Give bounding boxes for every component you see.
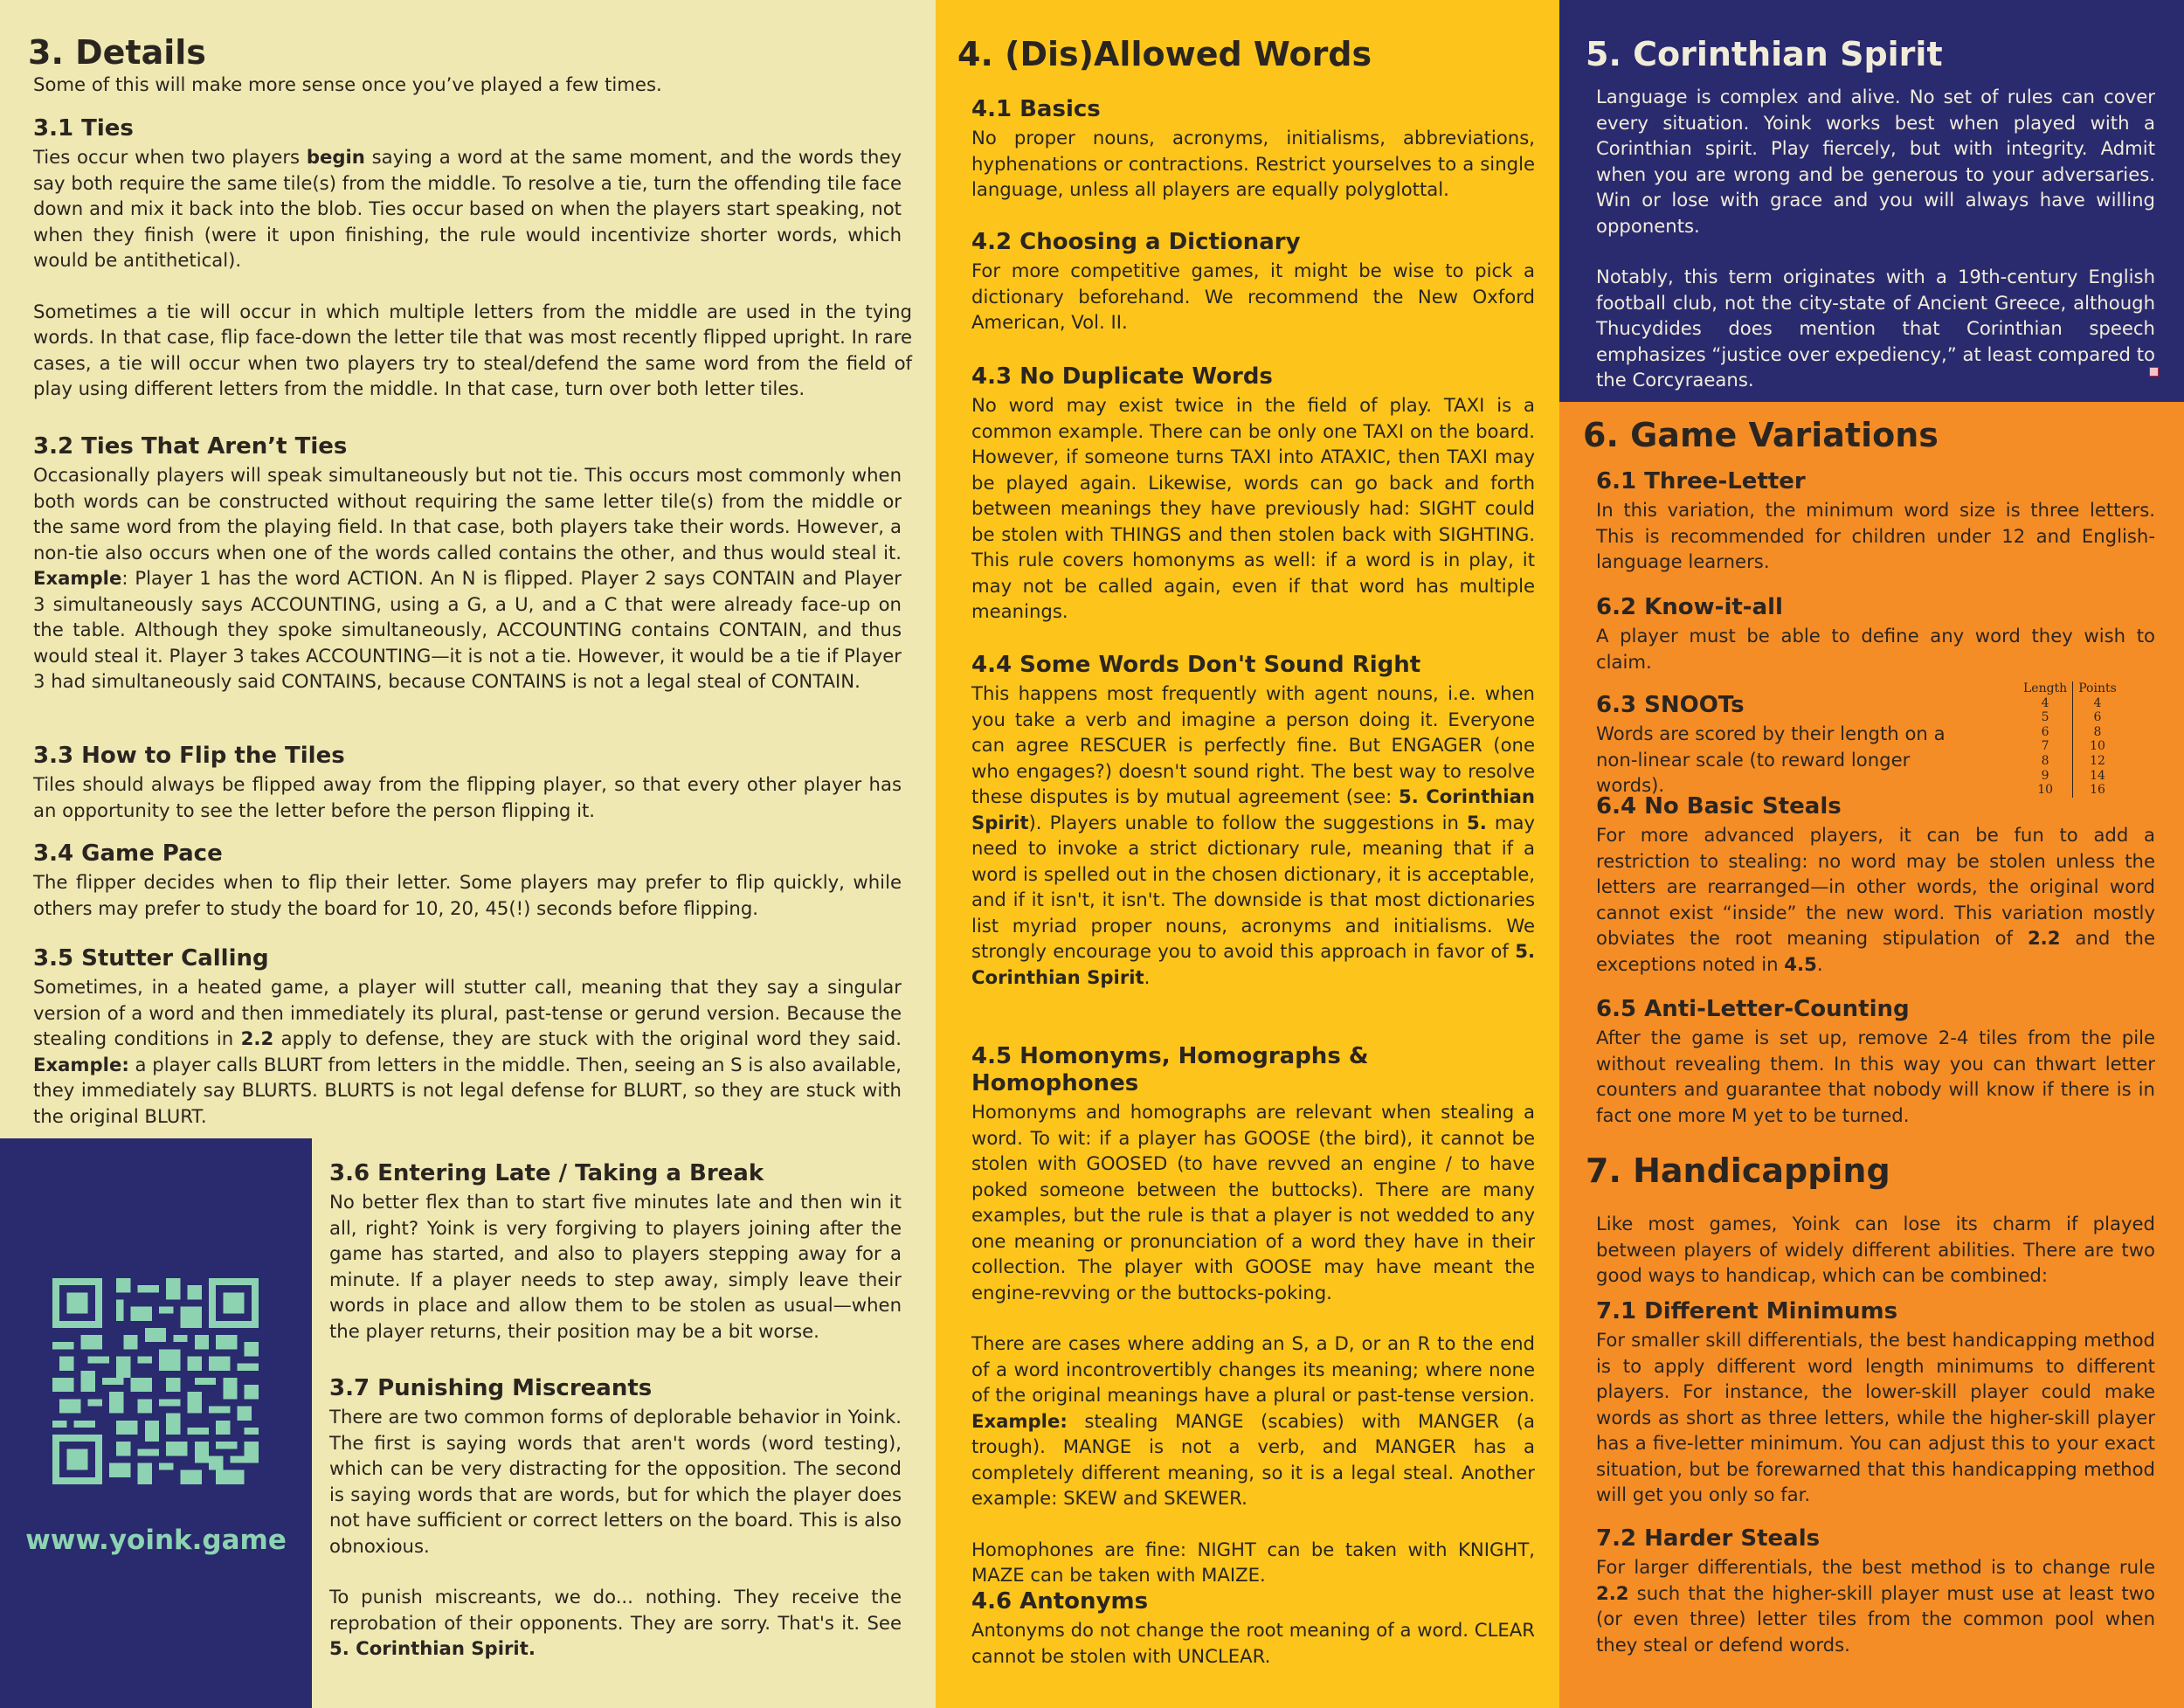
table-row xyxy=(2018,696,2122,711)
length-cell: 8 xyxy=(2018,754,2073,769)
points-cell: 4 xyxy=(2093,695,2102,710)
heading-4-6: 4.6 Antonyms xyxy=(971,1588,1149,1615)
section-6-4 xyxy=(1596,793,2155,977)
table-row xyxy=(2018,725,2122,740)
heading-3-3: 3.3 How to Flip the Tiles xyxy=(33,743,345,769)
paragraph-3-7b: To punish miscreants, we do... nothing. They receive the reprobation of their opponents. They are sorry. That's it. See 5. Corinthian Spirit. xyxy=(329,1586,902,1660)
paragraph-3-1b: Sometimes a tie will occur in which multiple letters from the middle are used in the tying words. In that case, flip face-down the letter tile that was most recently flipped upright. In rare cases, a tie will occur when two players try to steal/defend the same word from the field of play using different letters from the middle. In that case, turn over both letter tiles. xyxy=(33,300,912,400)
paragraph-4-6: Antonyms do not change the root meaning of a word. CLEAR cannot be stolen with UNCLEAR. xyxy=(971,1619,1535,1667)
length-cell: 5 xyxy=(2018,710,2073,725)
paragraph-6-1: In this variation, the minimum word size is three letters. This is recommended for children under 12 and English-language learners. xyxy=(1596,499,2155,573)
section-6-3 xyxy=(1596,692,1980,799)
qr-code-icon[interactable] xyxy=(52,1278,259,1484)
section-3-6 xyxy=(329,1160,902,1344)
table-row xyxy=(2018,754,2122,769)
paragraph-6-4: For more advanced players, it can be fun to add a restriction to stealing: no word may be stolen unless the letters are rearranged—in other words, the original word cannot exist “inside” the new word. This variation mostly obviates the root meaning stipulation of 2.2 and the exceptions noted in 4.5. xyxy=(1596,824,2155,975)
heading-4-5: 4.5 Homonyms, Homographs & Homophones xyxy=(971,1043,1369,1097)
points-cell: 8 xyxy=(2093,724,2102,739)
section-4-4 xyxy=(971,652,1535,990)
section-5 xyxy=(1586,37,2162,73)
paragraph-5a: Language is complex and alive. No set of rules can cover every situation. Yoink works best when played with a Corinthian spirit. Play fiercely, but with integrity. Admit when you are wrong and be generous to your adversaries. Win or lose with grace and you will always have willing opponents. xyxy=(1596,86,2155,237)
length-cell: 4 xyxy=(2018,696,2073,711)
section-3-3 xyxy=(33,743,902,823)
paragraph-3-2: Occasionally players will speak simultaneously but not tie. This occurs most commonly when both words can be constructed without requiring the same letter tile(s) from the middle or the same word from the playing field. In that case, both players take their words. However, a non-tie also occurs when one of the words called contains the other, and thus would steal it. Example: Player 1 has the word ACTION. An N is flipped. Player 2 says CONTAIN and Player 3 simultaneously says ACCOUNTING, using a G, a U, and a C that were already face-up on the table. Although they spoke simultaneously, ACCOUNTING contains CONTAIN, and thus would steal it. Player 3 takes ACCOUNTING—it is not a tie. However, it would be a tie if Player 3 had simultaneously said CONTAINS, because CONTAINS is not a legal steal of CONTAIN. xyxy=(33,464,902,693)
paragraph-4-2: For more competitive games, it might be wise to pick a dictionary beforehand. We recommend the New Oxford American, Vol. II. xyxy=(971,259,1535,334)
heading-4-2: 4.2 Choosing a Dictionary xyxy=(971,229,1301,255)
heading-6-1: 6.1 Three-Letter xyxy=(1596,468,1806,494)
points-cell: 10 xyxy=(2090,739,2105,754)
length-cell: 6 xyxy=(2018,725,2073,740)
table-row xyxy=(2018,783,2122,798)
heading-7-1: 7.1 Different Minimums xyxy=(1596,1298,1898,1324)
section-4-2 xyxy=(971,229,1535,335)
section-7-title: 7. Handicapping xyxy=(1586,1151,1890,1190)
paragraph-3-3: Tiles should always be flipped away from the flipping player, so that every other player has an opportunity to see the letter before the person flipping it. xyxy=(33,773,902,821)
section-3-2 xyxy=(33,433,902,695)
paragraph-7-1: For smaller skill differentials, the best handicapping method is to apply different word length minimums to different players. For instance, the lower-skill player could make words as short as three letters, while the higher-skill player has a five-letter minimum. You can adjust this to your exact situation, but be forewarned that this handicapping method will get you only so far. xyxy=(1596,1329,2155,1506)
section-6-title: 6. Game Variations xyxy=(1583,416,1939,454)
section-4-title: 4. (Dis)Allowed Words xyxy=(957,35,1372,73)
right-column xyxy=(1559,0,2184,1708)
variations-panel xyxy=(1559,402,2184,1708)
table-row xyxy=(2018,710,2122,725)
heading-6-3: 6.3 SNOOTs xyxy=(1596,692,1745,718)
heading-6-2: 6.2 Know-it-all xyxy=(1596,594,1783,620)
marker-square-icon xyxy=(2149,367,2159,377)
section-3-4 xyxy=(33,840,902,921)
section-7-intro xyxy=(1596,1211,2155,1289)
section-6-1 xyxy=(1596,468,2155,575)
heading-3-4: 3.4 Game Pace xyxy=(33,840,223,867)
heading-6-4: 6.4 No Basic Steals xyxy=(1596,793,1842,819)
paragraph-4-4: This happens most frequently with agent nouns, i.e. when you take a verb and imagine a person doing it. Everyone can agree RESCUER is perfectly fine. But ENGAGER (one who engages?) doesn't sound right. The best way to resolve these disputes is by mutual agreement (see: 5. Corinthian Spirit). Players unable to follow the suggestions in 5. may need to invoke a strict dictionary rule, meaning that if a word is spelled out in the chosen dictionary, it is acceptable, and if it isn't, it isn't. The downside is that most dictionaries list myriad proper nouns, acronyms and initialisms. We strongly encourage you to avoid this approach in favor of 5. Corinthian Spirit. xyxy=(971,682,1536,988)
paragraph-3-1a: Ties occur when two players begin saying a word at the same moment, and the words they say both require the same tile(s) from the middle. To resolve a tie, turn the offending tile face down and mix it back into the blob. Ties occur based on when the players start speaking, not when they finish (were it upon finishing, the rule would incentivize shorter words, which would be antithetical). xyxy=(33,146,902,272)
heading-3-5: 3.5 Stutter Calling xyxy=(33,945,269,972)
section-6 xyxy=(1583,418,2160,454)
paragraph-4-5a: Homonyms and homographs are relevant when stealing a word. To wit: if a player has GOOSE (the bird), it cannot be stolen with GOOSED (to have revved an engine / to have poked someone between the buttocks). There are many examples, but the rule is that a player is not wedded to any one meaning or pronunciation of a word they have in their collection. The player with GOOSE may have meant the engine-revving or the buttocks-poking. xyxy=(971,1101,1535,1303)
section-7-2 xyxy=(1596,1525,2155,1657)
paragraph-6-5: After the game is set up, remove 2-4 tiles from the pile without revealing them. In this way you can thwart letter counters and guarantee that nobody will know if there is in fact one more M yet to be turned. xyxy=(1596,1027,2155,1126)
snoots-score-table xyxy=(2018,681,2122,798)
paragraph-7-2: For larger differentials, the best method is to change rule 2.2 such that the higher-skill player must use at least two (or even three) letter tiles from the common pool when they steal or defend words. xyxy=(1596,1556,2155,1656)
points-cell: 16 xyxy=(2090,783,2105,798)
section-3-1 xyxy=(33,115,912,402)
heading-7-2: 7.2 Harder Steals xyxy=(1596,1525,1821,1552)
length-cell: 10 xyxy=(2018,783,2073,798)
paragraph-3-7a: There are two common forms of deplorable behavior in Yoink. The first is saying words that aren't words (word testing), which can be very distracting for the opposition. The second is saying words that are words, but for which the player does not have sufficient or correct letters on the board. This is also obnoxious. xyxy=(329,1406,902,1557)
section-3-title: 3. Details xyxy=(28,33,206,72)
section-4-1 xyxy=(971,96,1535,203)
qr-panel xyxy=(0,1138,312,1708)
points-cell: 12 xyxy=(2090,753,2105,768)
section-4-5 xyxy=(971,1043,1535,1588)
heading-3-6: 3.6 Entering Late / Taking a Break xyxy=(329,1160,764,1186)
paragraph-6-2: A player must be able to define any word they wish to claim. xyxy=(1596,625,2155,673)
corinthian-spirit-panel xyxy=(1559,0,2184,402)
website-link[interactable]: www.yoink.game xyxy=(25,1525,287,1556)
section-4-6 xyxy=(971,1588,1535,1669)
paragraph-7-intro: Like most games, Yoink can lose its charm if played between players of widely different abilities. There are two good ways to handicap, which can be combined: xyxy=(1596,1213,2155,1286)
paragraph-6-3: Words are scored by their length on a non-linear scale (to reward longer words). xyxy=(1596,723,1946,797)
length-cell: 9 xyxy=(2018,769,2073,784)
section-3-intro: Some of this will make more sense once you’ve played a few times. xyxy=(33,73,662,95)
heading-4-4: 4.4 Some Words Don't Sound Right xyxy=(971,652,1421,678)
points-cell: 6 xyxy=(2093,710,2102,725)
heading-6-5: 6.5 Anti-Letter-Counting xyxy=(1596,996,1910,1022)
paragraph-3-5: Sometimes, in a heated game, a player will stutter call, meaning that they say a singular version of a word and then immediately its plural, past-tense or gerund version. Because the stealing conditions in 2.2 apply to defense, they are stuck with the original word they said. Example: a player calls BLURT from letters in the middle. Then, seeing an S is also available, they immediately say BLURTS. BLURTS is not legal defense for BLURT, so they are stuck with the original BLURT. xyxy=(33,976,902,1127)
paragraph-4-1: No proper nouns, acronyms, initialisms, abbreviations, hyphenations or contractions. Restrict yourselves to a single language, unless all players are equally polyglottal. xyxy=(971,127,1535,201)
table-header-points: Points xyxy=(2078,681,2117,695)
section-6-5 xyxy=(1596,996,2155,1128)
details-column xyxy=(0,0,936,1708)
section-3-5 xyxy=(33,945,902,1129)
paragraph-3-6: No better flex than to start five minutes late and then win it all, right? Yoink is very forgiving to players joining after the game has started, and also to players stepping away for a minute. If a player needs to step away, simply leave their words in place and allow them to be stolen as usual—when the player returns, their position may be a bit worse. xyxy=(329,1191,902,1342)
heading-3-7: 3.7 Punishing Miscreants xyxy=(329,1375,653,1401)
paragraph-4-5c: Homophones are fine: NIGHT can be taken with KNIGHT, MAZE can be taken with MAIZE. xyxy=(971,1538,1535,1587)
section-5-body xyxy=(1596,84,2155,393)
section-4 xyxy=(957,37,1534,73)
heading-3-1: 3.1 Ties xyxy=(33,115,134,142)
heading-4-3: 4.3 No Duplicate Words xyxy=(971,363,1273,390)
paragraph-3-4: The flipper decides when to flip their letter. Some players may prefer to flip quickly, while others may prefer to study the board for 10, 20, 45(!) seconds before flipping. xyxy=(33,871,902,919)
paragraph-4-3: No word may exist twice in the field of play. TAXI is a common example. There can be only one TAXI on the board. However, if someone turns TAXI into ATAXIC, then TAXI may be played again. Likewise, words can go back and forth between meanings they have previously had: SIGHT could be stolen with THINGS and then stolen back with SIGHTING. This rule covers homonyms as well: if a word is in play, it may not be called again, even if that word has multiple meanings. xyxy=(971,394,1535,623)
length-cell: 7 xyxy=(2018,739,2073,754)
section-4-3 xyxy=(971,363,1535,625)
section-3 xyxy=(28,35,910,97)
section-3-7 xyxy=(329,1375,902,1662)
table-row xyxy=(2018,739,2122,754)
paragraph-4-5b: There are cases where adding an S, a D, or an R to the end of a word incontrovertibly changes its meaning; where none of the original meanings have a plural or past-tense version. Example: stealing MANGE (scabies) with MANGER (a trough). MANGE is not a verb, and MANGER has a completely different meaning, so it is a legal steal. Another example: SKEW and SKEWER. xyxy=(971,1332,1535,1510)
heading-3-2: 3.2 Ties That Aren’t Ties xyxy=(33,433,348,460)
table-row xyxy=(2018,769,2122,784)
section-5-title: 5. Corinthian Spirit xyxy=(1586,35,1943,73)
heading-4-1: 4.1 Basics xyxy=(971,96,1101,122)
points-cell: 14 xyxy=(2090,768,2105,783)
table-header-length: Length xyxy=(2018,681,2073,696)
allowed-words-column xyxy=(936,0,1559,1708)
section-7-1 xyxy=(1596,1298,2155,1508)
paragraph-5b: Notably, this term originates with a 19th-century English football club, not the city-state of Ancient Greece, although Thucydides does mention that Corinthian speech emphasizes “justice over expediency,” at least compared to the Corcyraeans. xyxy=(1596,266,2155,391)
section-7 xyxy=(1586,1153,2162,1190)
section-6-2 xyxy=(1596,594,2155,674)
